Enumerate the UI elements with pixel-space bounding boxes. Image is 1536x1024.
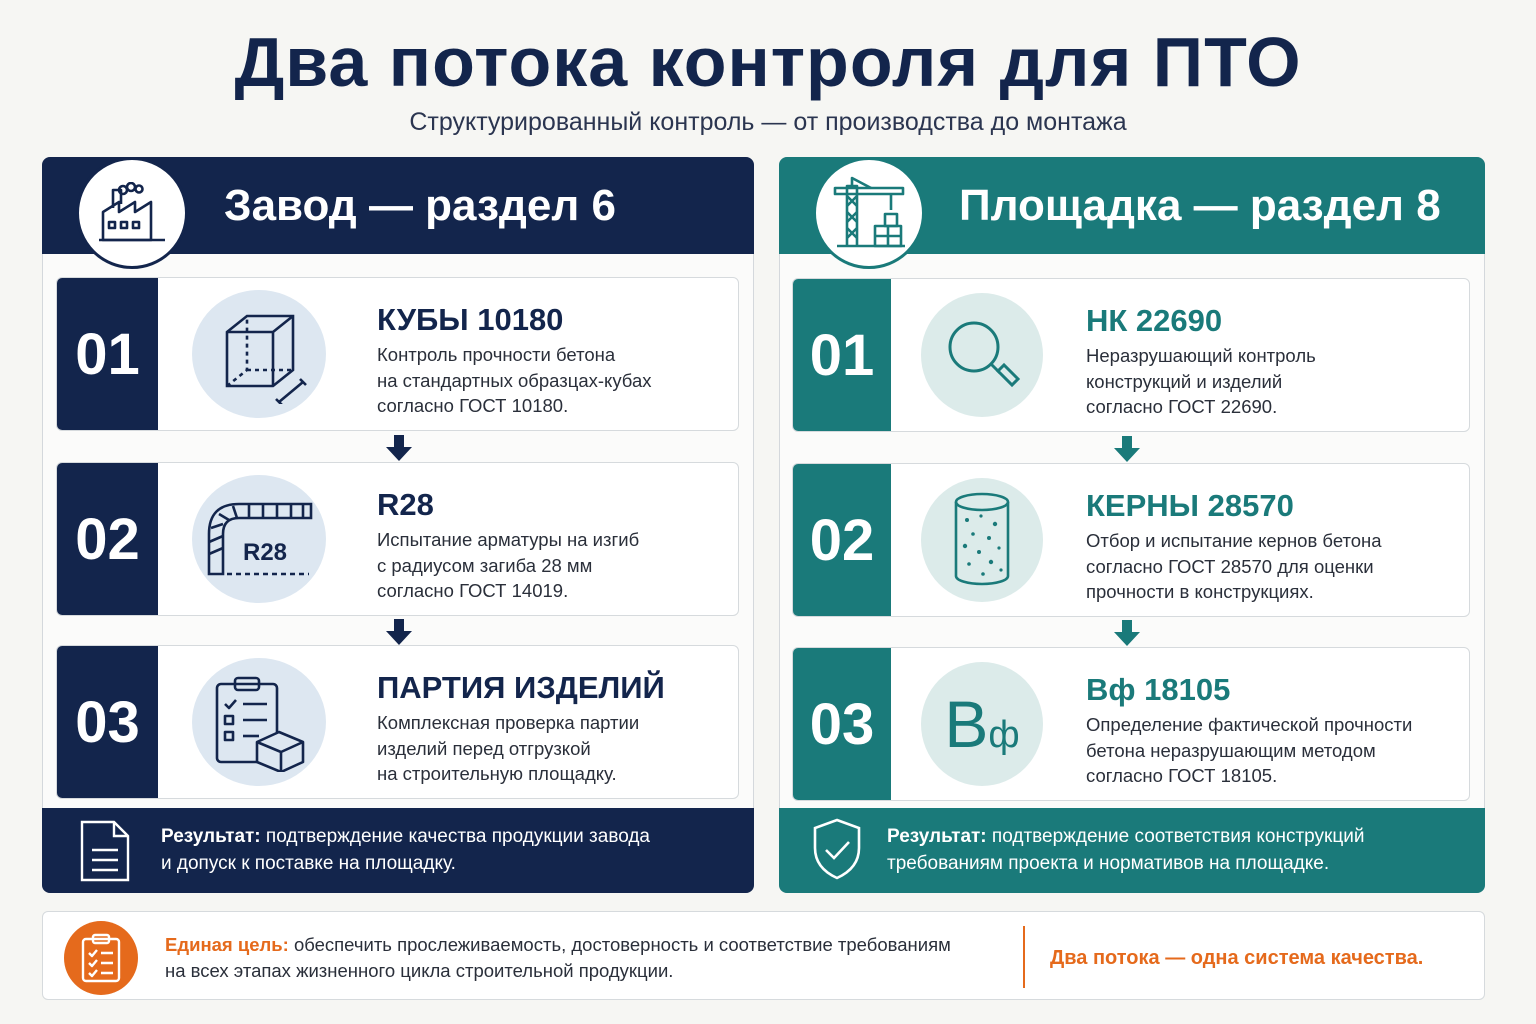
factory-title: Завод — раздел 6 [224, 181, 616, 230]
site-step-2 [792, 463, 1470, 617]
step-title: ПАРТИЯ ИЗДЕЛИЙ [377, 670, 665, 705]
step-title: КЕРНЫ 28570 [1086, 488, 1294, 523]
magnifier-icon [921, 293, 1043, 417]
shield-check-icon [809, 816, 865, 882]
step-title: Bф 18105 [1086, 672, 1231, 707]
arrow-down-icon [1112, 434, 1142, 464]
cube-icon [192, 290, 326, 418]
result-text: Результат: подтверждение соответствия конструкций требованиям проекта и нормативов на площадке. [887, 826, 1365, 874]
checklist-box-icon [192, 658, 326, 786]
svg-text:R28: R28 [243, 539, 288, 566]
clipboard-check-icon [64, 921, 138, 995]
factory-step-1 [56, 277, 739, 431]
footer-goal [42, 911, 1485, 1000]
step-description: Определение фактической прочности бетона неразрушающим методом согласно ГОСТ 18105. [1086, 714, 1413, 786]
step-number: 03 [793, 648, 891, 800]
factory-column [42, 157, 754, 893]
result-text: Результат: подтверждение качества продукции завода и допуск к поставке на площадку. [161, 826, 651, 874]
factory-header [42, 157, 754, 254]
factory-icon [76, 157, 188, 269]
footer-divider [1023, 926, 1025, 988]
factory-step-3 [56, 645, 739, 799]
site-step-3 [792, 647, 1470, 801]
site-column [779, 157, 1485, 893]
step-title: R28 [377, 487, 434, 522]
step-description: Неразрушающий контроль конструкций и изделий согласно ГОСТ 22690. [1086, 345, 1316, 417]
step-number: 03 [57, 646, 158, 798]
step-description: Контроль прочности бетона на стандартных образцах-кубах согласно ГОСТ 10180. [377, 344, 652, 416]
step-number: 01 [57, 278, 158, 430]
factory-step-2 [56, 462, 739, 616]
site-result [779, 808, 1485, 893]
step-description: Отбор и испытание кернов бетона согласно ГОСТ 28570 для оценки прочности в конструкциях. [1086, 530, 1382, 602]
site-step-1 [792, 278, 1470, 432]
step-description: Испытание арматуры на изгиб с радиусом загиба 28 мм согласно ГОСТ 14019. [377, 529, 640, 601]
step-title: НК 22690 [1086, 303, 1223, 338]
site-header [779, 157, 1485, 254]
step-description: Комплексная проверка партии изделий перед отгрузкой на строительную площадку. [377, 712, 640, 784]
rebar-bend-icon [192, 475, 326, 603]
page-title: Два потока контроля для ПТО [234, 23, 1302, 101]
step-number: 02 [793, 464, 891, 616]
core-sample-icon [921, 478, 1043, 602]
step-number: 01 [793, 279, 891, 431]
document-icon [78, 818, 134, 884]
arrow-down-icon [1112, 618, 1142, 648]
step-number: 02 [57, 463, 158, 615]
footer-text: Единая цель: обеспечить прослеживаемость, достоверность и соответствие требованиям на всех этапах жизненного цикла строительной продукции. [165, 934, 951, 981]
arrow-down-icon [384, 433, 414, 463]
factory-result [42, 808, 754, 893]
footer-slogan: Два потока — одна система качества. [1050, 947, 1424, 969]
step-title: КУБЫ 10180 [377, 302, 564, 337]
site-title: Площадка — раздел 8 [959, 181, 1441, 230]
page-subtitle: Структурированный контроль — от производства до монтажа [409, 108, 1127, 136]
arrow-down-icon [384, 617, 414, 647]
crane-icon [813, 157, 925, 269]
b-phi-icon: Bф [921, 662, 1043, 786]
